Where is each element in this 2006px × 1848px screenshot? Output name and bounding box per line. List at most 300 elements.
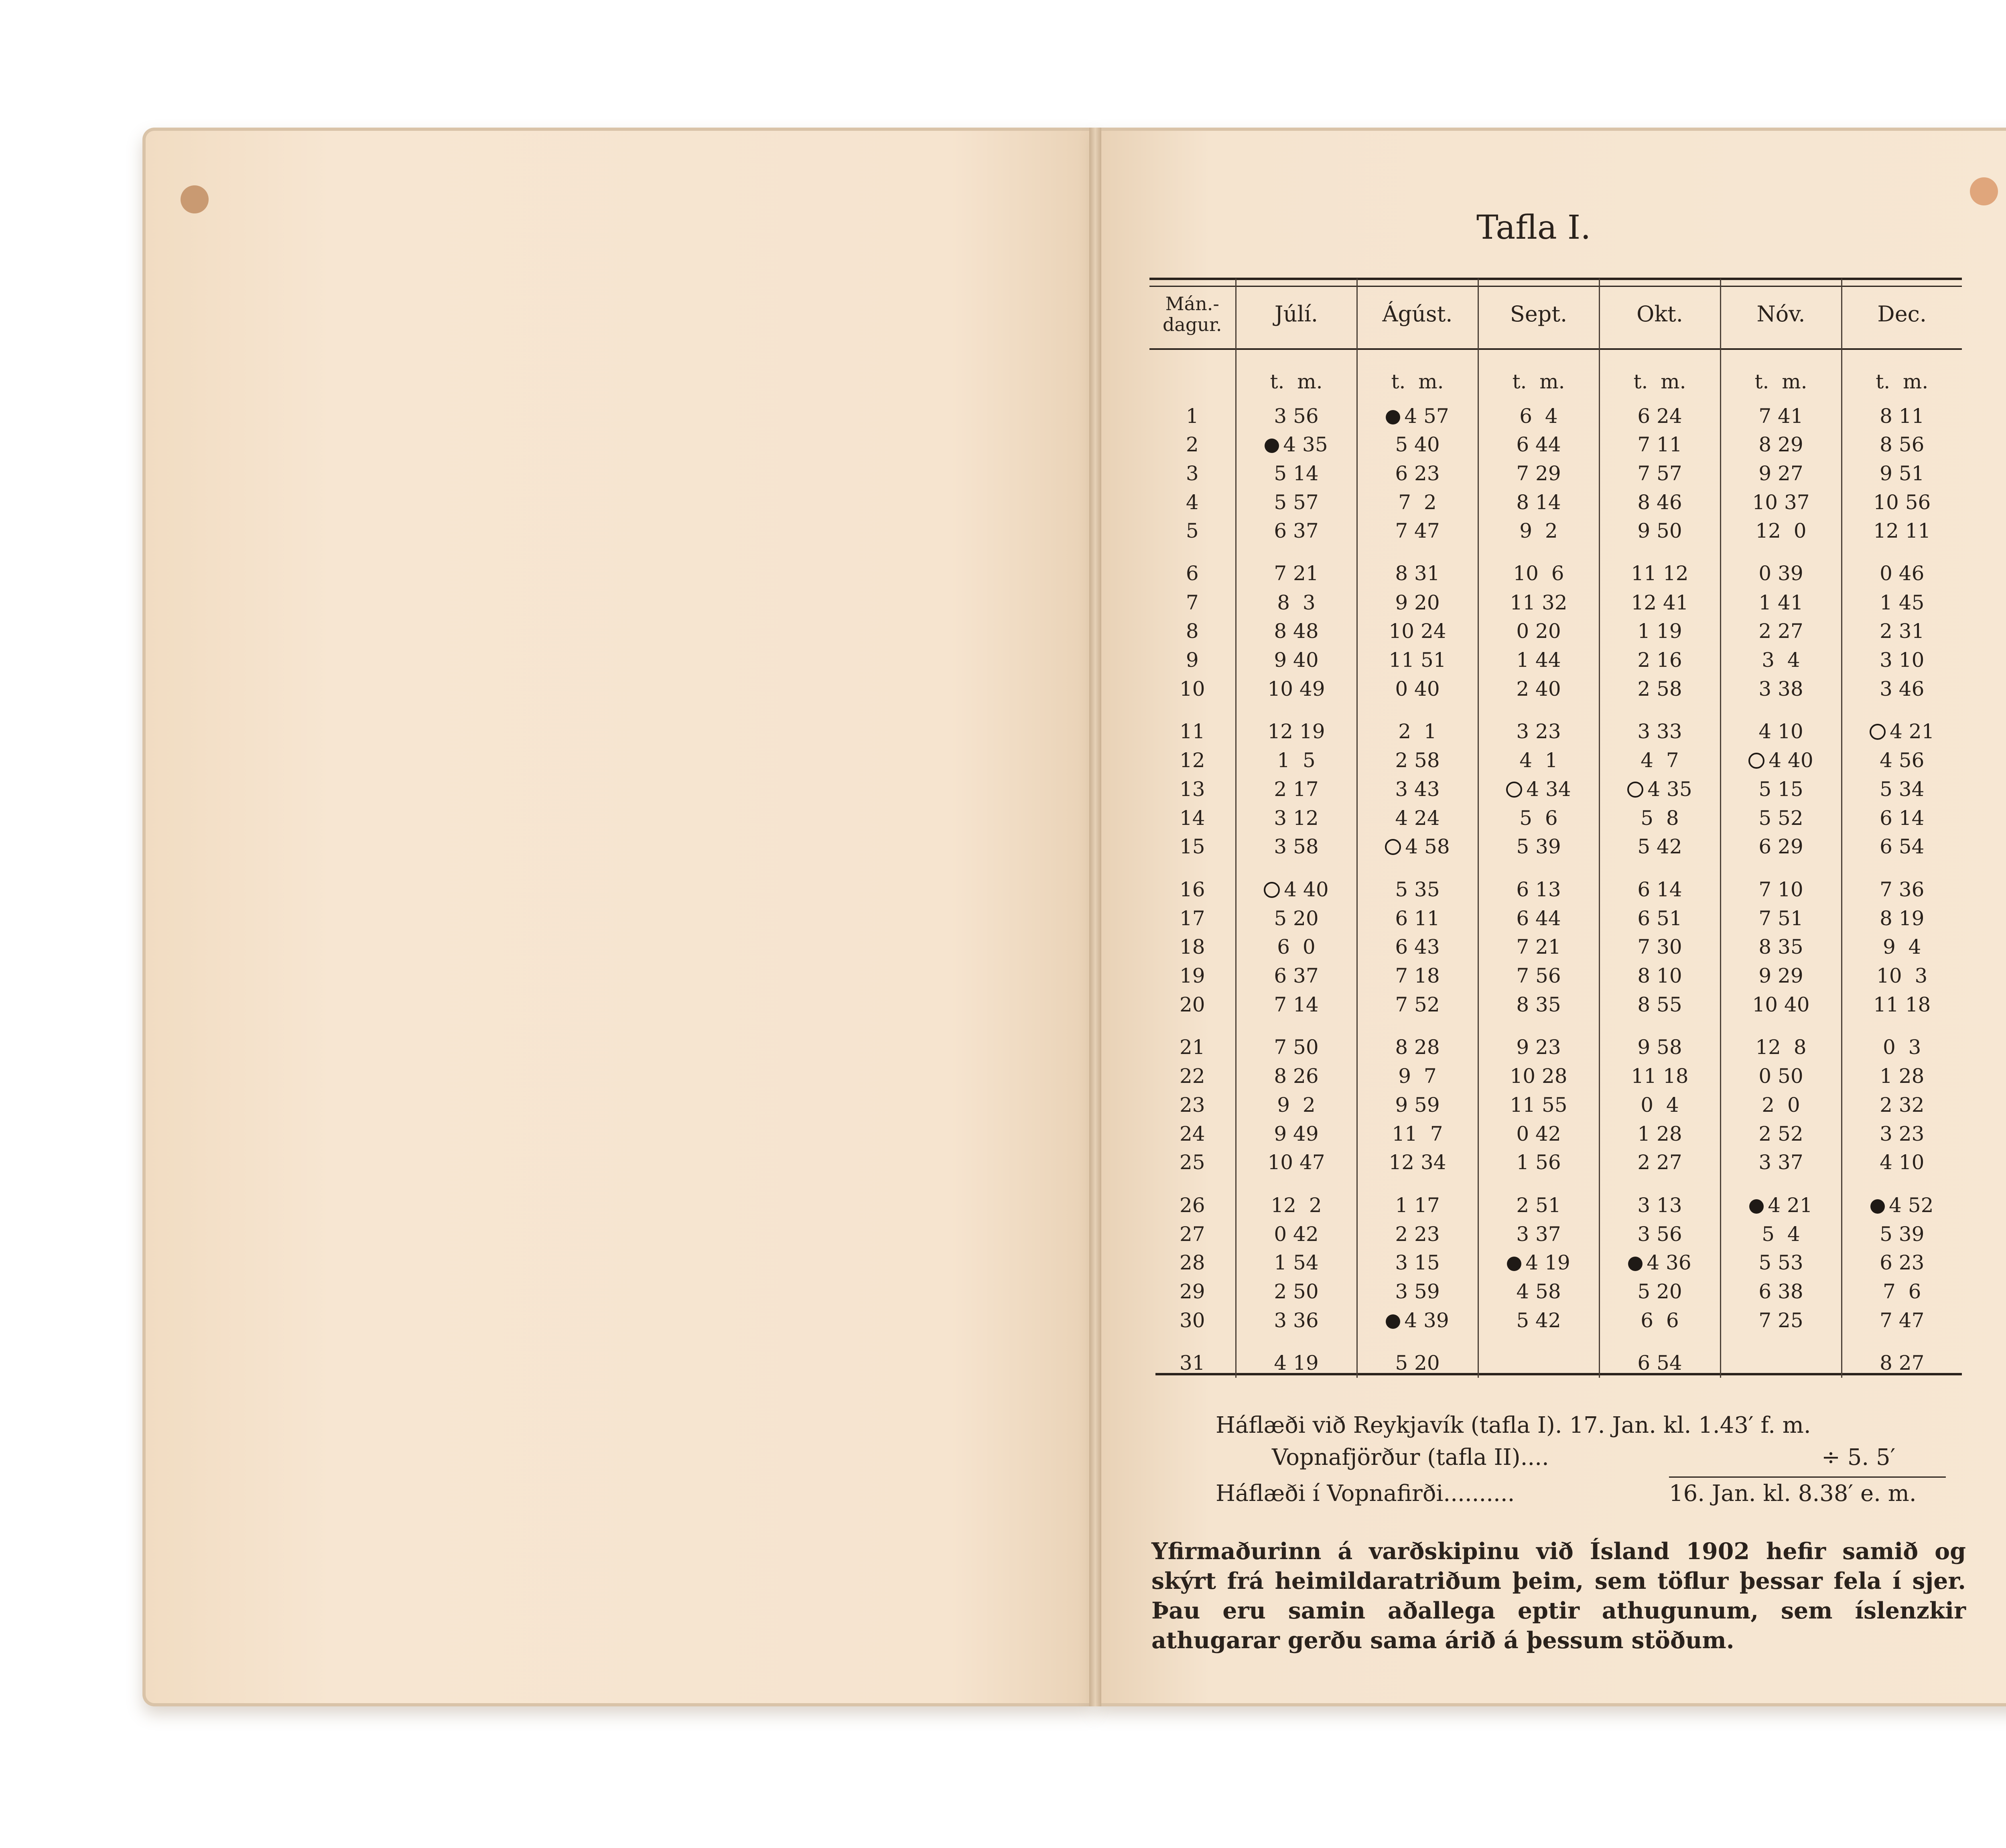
tide-time-value: 4 40 [1284, 877, 1329, 901]
tide-time-value: 1 56 [1516, 1151, 1561, 1174]
tide-time-cell [1842, 703, 1962, 746]
tide-time-value: 2 17 [1274, 777, 1319, 801]
tide-time-cell [1720, 1019, 1842, 1062]
day-number: 25 [1179, 1151, 1205, 1174]
tide-time-cell [1236, 1335, 1357, 1378]
tide-time-cell [1720, 775, 1842, 804]
table-row [1149, 1306, 1962, 1335]
tide-time-value: 0 42 [1516, 1122, 1561, 1145]
tide-time-cell [1357, 1177, 1478, 1220]
filled-circle-icon [1265, 439, 1279, 453]
tide-time-value: 2 32 [1880, 1093, 1925, 1117]
tide-time-cell [1720, 459, 1842, 488]
open-circle-icon [1385, 839, 1401, 855]
tide-time-cell [1599, 990, 1720, 1019]
day-number: 1 [1186, 404, 1199, 428]
tide-time-cell [1357, 545, 1478, 588]
table-row [1149, 1019, 1962, 1062]
tide-time-value: 3 33 [1637, 719, 1682, 743]
tide-time-cell [1357, 832, 1478, 861]
tide-time-cell [1720, 488, 1842, 517]
tide-time-cell [1357, 430, 1478, 459]
tide-time-cell [1720, 933, 1842, 962]
tide-time-value: 5 4 [1762, 1222, 1800, 1246]
tide-time-value: 9 58 [1637, 1036, 1682, 1059]
tide-time-cell [1236, 1062, 1357, 1091]
tide-time-cell [1599, 861, 1720, 904]
tide-time-value: 5 34 [1880, 777, 1925, 801]
tide-time-cell [1236, 459, 1357, 488]
units-spacer [1149, 349, 1236, 402]
tide-time-value: 3 13 [1637, 1193, 1682, 1217]
tide-time-value: 7 50 [1274, 1036, 1319, 1059]
tide-time-value: 3 10 [1880, 648, 1925, 672]
tide-time-value: 5 42 [1637, 835, 1682, 859]
tide-time-value: 7 14 [1274, 993, 1319, 1016]
tide-time-cell [1599, 646, 1720, 674]
tide-time-cell [1720, 402, 1842, 431]
open-circle-icon [1627, 782, 1643, 798]
tide-time-value: 5 40 [1395, 433, 1440, 457]
tide-time-cell [1720, 832, 1842, 861]
tide-time-cell [1842, 459, 1962, 488]
day-number: 27 [1179, 1222, 1205, 1246]
tide-time-value: 7 18 [1395, 964, 1440, 988]
tide-time-cell [1357, 990, 1478, 1019]
tide-time-value: 4 39 [1404, 1308, 1449, 1332]
month-header: Dec. [1842, 278, 1962, 349]
tide-time-cell [1599, 1148, 1720, 1177]
tide-time-cell [1842, 1091, 1962, 1119]
table-row [1149, 430, 1962, 459]
tide-time-value: 4 10 [1880, 1151, 1925, 1174]
tide-time-value: 9 51 [1880, 461, 1925, 485]
tide-time-cell [1357, 904, 1478, 933]
tide-time-cell [1720, 1277, 1842, 1306]
tide-time-value: 10 3 [1876, 964, 1928, 988]
tide-time-value: 4 35 [1647, 777, 1692, 801]
month-header: Okt. [1599, 278, 1720, 349]
month-header: Júlí. [1236, 278, 1357, 349]
unit-label: t. m. [1357, 349, 1478, 402]
tide-time-cell [1478, 588, 1599, 617]
tide-time-cell [1720, 646, 1842, 674]
tide-time-cell [1599, 832, 1720, 861]
tide-time-value: 2 40 [1516, 677, 1561, 701]
tide-time-value: 4 19 [1525, 1251, 1570, 1275]
open-circle-icon [1264, 882, 1280, 898]
units-row [1149, 349, 1962, 402]
day-number: 28 [1179, 1251, 1205, 1275]
tide-time-cell [1357, 1277, 1478, 1306]
unit-label: t. m. [1478, 349, 1599, 402]
tide-time-value: 8 3 [1277, 591, 1316, 614]
tide-time-value: 4 7 [1641, 749, 1679, 772]
tide-time-cell [1357, 1119, 1478, 1148]
tide-time-cell [1236, 1177, 1357, 1220]
tide-time-cell [1236, 488, 1357, 517]
tide-time-value: 6 54 [1880, 835, 1925, 859]
tide-time-cell [1236, 1277, 1357, 1306]
table-row [1149, 646, 1962, 674]
table-row [1149, 1220, 1962, 1249]
tide-time-value: 4 58 [1516, 1280, 1561, 1304]
tide-time-cell [1236, 1119, 1357, 1148]
tide-time-value: 6 37 [1274, 964, 1319, 988]
tide-time-cell [1357, 1306, 1478, 1335]
tide-time-value: 7 10 [1758, 877, 1803, 901]
tide-time-cell [1599, 516, 1720, 545]
tide-time-value: 7 21 [1516, 935, 1561, 959]
tide-time-value: 12 0 [1755, 519, 1807, 543]
unit-label: t. m. [1720, 349, 1842, 402]
table-row [1149, 861, 1962, 904]
day-number: 2 [1186, 433, 1199, 457]
tide-time-value: 4 36 [1647, 1251, 1691, 1275]
tide-time-cell [1357, 1019, 1478, 1062]
tide-time-value: 7 47 [1395, 519, 1440, 543]
tide-time-value: 3 46 [1880, 677, 1925, 701]
tide-time-cell [1236, 861, 1357, 904]
tide-time-value: 8 55 [1637, 993, 1682, 1016]
table-header-row [1149, 278, 1962, 349]
tide-time-cell [1236, 933, 1357, 962]
tide-time-value: 3 59 [1395, 1280, 1440, 1304]
tide-time-value: 0 50 [1758, 1064, 1803, 1088]
tide-time-cell [1842, 488, 1962, 517]
tide-time-value: 9 2 [1277, 1093, 1316, 1117]
tide-time-cell [1478, 545, 1599, 588]
tide-time-value: 4 56 [1880, 749, 1925, 772]
tide-time-cell [1599, 1306, 1720, 1335]
tide-time-cell [1720, 1062, 1842, 1091]
tide-time-cell [1599, 933, 1720, 962]
tide-time-value: 6 0 [1277, 935, 1316, 959]
tide-time-cell [1599, 1062, 1720, 1091]
tide-time-cell [1236, 430, 1357, 459]
tide-time-cell [1720, 746, 1842, 775]
tide-time-value: 9 29 [1758, 964, 1803, 988]
tide-time-cell [1357, 1220, 1478, 1249]
tide-time-value: 7 56 [1516, 964, 1561, 988]
tide-time-cell [1720, 430, 1842, 459]
tide-time-value: 8 19 [1880, 906, 1925, 930]
day-number: 21 [1179, 1036, 1205, 1059]
day-number: 6 [1186, 562, 1199, 585]
tide-time-cell [1478, 459, 1599, 488]
tide-time-value: 5 8 [1641, 806, 1679, 830]
tide-time-cell [1236, 1091, 1357, 1119]
tide-time-value: 8 26 [1274, 1064, 1319, 1088]
tide-time-cell [1720, 804, 1842, 833]
tide-time-value: 4 24 [1395, 806, 1440, 830]
tide-time-value: 9 2 [1519, 519, 1558, 543]
day-number: 26 [1179, 1193, 1205, 1217]
tide-time-cell [1599, 703, 1720, 746]
tide-time-cell [1720, 961, 1842, 990]
tide-time-value: 9 40 [1274, 648, 1319, 672]
tide-time-cell [1357, 961, 1478, 990]
tide-time-cell [1842, 904, 1962, 933]
tide-time-cell [1599, 545, 1720, 588]
tide-time-cell [1599, 804, 1720, 833]
tide-time-cell [1478, 674, 1599, 703]
tide-time-value: 9 4 [1883, 935, 1921, 959]
table-row [1149, 1277, 1962, 1306]
tide-time-cell [1478, 516, 1599, 545]
tide-time-value: 8 11 [1880, 404, 1925, 428]
month-header: Sept. [1478, 278, 1599, 349]
note-line-2-label: Vopnafjörður (tafla II).... [1272, 1444, 1549, 1470]
tide-time-value: 0 40 [1395, 677, 1440, 701]
tide-time-cell [1357, 933, 1478, 962]
tide-time-value: 0 3 [1883, 1036, 1921, 1059]
tide-time-value: 11 12 [1631, 562, 1689, 585]
tide-time-value: 7 25 [1758, 1308, 1803, 1332]
tide-time-cell [1236, 832, 1357, 861]
tide-time-cell [1478, 804, 1599, 833]
day-number: 16 [1179, 877, 1205, 901]
tide-time-value: 10 6 [1513, 562, 1564, 585]
tide-time-value: 11 18 [1873, 993, 1931, 1016]
day-number: 15 [1179, 835, 1205, 859]
tide-time-cell [1478, 832, 1599, 861]
tide-time-cell [1842, 775, 1962, 804]
tide-time-cell [1478, 1019, 1599, 1062]
tide-time-cell [1599, 775, 1720, 804]
tide-time-cell [1599, 488, 1720, 517]
filled-circle-icon [1386, 1314, 1400, 1329]
tide-time-value: 5 57 [1274, 490, 1319, 514]
tide-time-cell [1236, 703, 1357, 746]
tide-time-value: 7 11 [1637, 433, 1682, 457]
tide-time-value: 7 36 [1880, 877, 1925, 901]
day-number: 20 [1179, 993, 1205, 1016]
tide-time-value: 6 23 [1880, 1251, 1925, 1275]
tide-time-value: 7 2 [1398, 490, 1437, 514]
tide-time-cell [1842, 1335, 1962, 1378]
page-title: Tafla I. [1476, 209, 1591, 247]
tide-time-cell [1842, 933, 1962, 962]
tide-time-cell [1236, 1220, 1357, 1249]
tide-time-value: 3 23 [1880, 1122, 1925, 1145]
tide-time-cell [1357, 488, 1478, 517]
tide-time-value: 7 21 [1274, 562, 1319, 585]
tide-time-cell [1599, 746, 1720, 775]
tide-time-value: 12 34 [1389, 1151, 1446, 1174]
tide-time-cell [1842, 861, 1962, 904]
unit-label: t. m. [1842, 349, 1962, 402]
tide-time-cell [1478, 904, 1599, 933]
tide-time-value: 8 35 [1516, 993, 1561, 1016]
tide-time-cell [1357, 804, 1478, 833]
tide-time-value: 4 21 [1890, 719, 1935, 743]
table-row [1149, 933, 1962, 962]
tide-time-cell [1478, 775, 1599, 804]
tide-time-value: 6 38 [1758, 1280, 1803, 1304]
tide-time-value: 5 6 [1519, 806, 1558, 830]
tide-time-value: 9 23 [1516, 1036, 1561, 1059]
tide-time-cell [1599, 961, 1720, 990]
table-row [1149, 1335, 1962, 1378]
tide-time-cell [1236, 617, 1357, 646]
tide-time-value: 11 18 [1631, 1064, 1689, 1088]
note-line-3-label: Háflæði í Vopnafirði.......... [1216, 1480, 1515, 1507]
day-number: 11 [1179, 719, 1205, 743]
tide-time-value: 1 45 [1880, 591, 1925, 614]
tide-time-value: 8 31 [1395, 562, 1440, 585]
tide-time-value: 3 38 [1758, 677, 1803, 701]
tide-time-value: 3 43 [1395, 777, 1440, 801]
tide-time-value: 1 5 [1277, 749, 1316, 772]
tide-time-value: 2 50 [1274, 1280, 1319, 1304]
day-number: 31 [1179, 1351, 1205, 1375]
tide-time-cell [1599, 904, 1720, 933]
tide-time-value: 2 1 [1398, 719, 1437, 743]
day-number: 7 [1186, 591, 1199, 614]
day-number: 24 [1179, 1122, 1205, 1145]
tide-time-value: 5 20 [1395, 1351, 1440, 1375]
tide-time-value: 9 50 [1637, 519, 1682, 543]
tide-time-cell [1842, 646, 1962, 674]
tide-time-value: 11 7 [1392, 1122, 1443, 1145]
tide-time-cell [1357, 1249, 1478, 1277]
tide-time-value: 10 56 [1873, 490, 1931, 514]
tide-time-value: 9 7 [1398, 1064, 1437, 1088]
day-number: 18 [1179, 935, 1205, 959]
tide-time-value: 6 43 [1395, 935, 1440, 959]
tide-time-cell [1478, 430, 1599, 459]
tide-time-cell [1478, 1062, 1599, 1091]
tide-time-value: 5 20 [1637, 1280, 1682, 1304]
tide-time-cell [1842, 430, 1962, 459]
tide-time-cell [1236, 646, 1357, 674]
table-row [1149, 1249, 1962, 1277]
table-row [1149, 545, 1962, 588]
tide-time-value: 2 27 [1758, 619, 1803, 643]
table-row [1149, 1119, 1962, 1148]
tide-time-value: 4 10 [1758, 719, 1803, 743]
tide-time-value: 2 27 [1637, 1151, 1682, 1174]
tide-time-cell [1842, 990, 1962, 1019]
tide-time-value: 10 49 [1267, 677, 1325, 701]
tide-time-value: 2 0 [1762, 1093, 1800, 1117]
tide-time-value: 7 47 [1880, 1308, 1925, 1332]
filled-circle-icon [1628, 1257, 1643, 1271]
day-number: 22 [1179, 1064, 1205, 1088]
tide-time-value: 0 46 [1880, 562, 1925, 585]
tide-time-value: 10 37 [1752, 490, 1810, 514]
day-number: 12 [1179, 749, 1205, 772]
tide-time-cell [1842, 588, 1962, 617]
note-sum-rule [1669, 1476, 1946, 1478]
day-number: 29 [1179, 1280, 1205, 1304]
tide-time-value: 6 44 [1516, 906, 1561, 930]
tide-time-cell [1357, 588, 1478, 617]
tide-time-cell [1842, 402, 1962, 431]
filled-circle-icon [1507, 1257, 1521, 1271]
tide-time-cell [1236, 746, 1357, 775]
table-row [1149, 488, 1962, 517]
tide-time-cell [1842, 1249, 1962, 1277]
tide-time-value: 6 4 [1519, 404, 1558, 428]
tide-time-value: 9 59 [1395, 1093, 1440, 1117]
tide-time-cell [1720, 990, 1842, 1019]
tide-time-cell [1720, 1177, 1842, 1220]
tide-time-value: 0 39 [1758, 562, 1803, 585]
tide-time-cell [1599, 1119, 1720, 1148]
tide-time-cell [1357, 746, 1478, 775]
day-number: 3 [1186, 461, 1199, 485]
tide-time-cell [1236, 1019, 1357, 1062]
tide-time-cell [1478, 1249, 1599, 1277]
tide-time-value: 3 56 [1274, 404, 1319, 428]
tide-time-cell [1478, 1148, 1599, 1177]
tide-time-value: 0 20 [1516, 619, 1561, 643]
table-row [1149, 588, 1962, 617]
tide-time-value: 6 14 [1637, 877, 1682, 901]
tide-time-value: 6 23 [1395, 461, 1440, 485]
tide-time-cell [1478, 1177, 1599, 1220]
day-number: 5 [1186, 519, 1199, 543]
punch-hole-right [1970, 177, 1998, 205]
tide-time-value: 2 23 [1395, 1222, 1440, 1246]
tide-time-cell [1478, 1220, 1599, 1249]
day-number: 17 [1179, 906, 1205, 930]
tide-time-cell [1720, 904, 1842, 933]
tide-time-value: 3 4 [1762, 648, 1800, 672]
tide-time-value: 5 35 [1395, 877, 1440, 901]
tide-time-cell [1357, 674, 1478, 703]
tide-time-cell [1599, 402, 1720, 431]
footer-paragraph: Yfirmaðurinn á varðskipinu við Ísland 1902 hefir samið og skýrt frá heimildaratriðum þeim, sem töflur þessar fela í sjer. Þau eru samin aðallega eptir athugunum, sem íslenzkir athugarar gerðu sama árið á þessum stöðum. [1151, 1538, 1966, 1654]
tide-time-cell [1478, 961, 1599, 990]
table-row [1149, 1177, 1962, 1220]
tide-time-cell [1236, 516, 1357, 545]
tide-time-value: 5 20 [1274, 906, 1319, 930]
tide-time-cell [1357, 617, 1478, 646]
tide-time-value: 9 49 [1274, 1122, 1319, 1145]
tide-time-value: 6 13 [1516, 877, 1561, 901]
tide-time-value: 1 17 [1395, 1193, 1440, 1217]
day-number: 4 [1186, 490, 1199, 514]
tide-time-cell [1478, 1335, 1599, 1378]
tide-time-value: 7 57 [1637, 461, 1682, 485]
tide-time-value: 3 58 [1274, 835, 1319, 859]
tide-time-value: 4 57 [1404, 404, 1449, 428]
unit-label: t. m. [1599, 349, 1720, 402]
note-line-3-value: 16. Jan. kl. 8.38′ e. m. [1669, 1480, 1917, 1507]
tide-time-cell [1478, 402, 1599, 431]
month-header: Ágúst. [1357, 278, 1478, 349]
day-column-header: Mán.-dagur. [1162, 292, 1222, 335]
tide-time-cell [1357, 703, 1478, 746]
tide-time-value: 6 37 [1274, 519, 1319, 543]
tide-time-cell [1478, 1091, 1599, 1119]
tide-time-value: 6 14 [1880, 806, 1925, 830]
tide-time-value: 1 44 [1516, 648, 1561, 672]
tide-time-value: 4 1 [1519, 749, 1558, 772]
tide-time-value: 12 2 [1271, 1193, 1322, 1217]
tide-time-cell [1599, 430, 1720, 459]
tide-time-value: 5 39 [1880, 1222, 1925, 1246]
tide-time-value: 5 39 [1516, 835, 1561, 859]
tide-time-cell [1720, 516, 1842, 545]
tide-time-cell [1842, 617, 1962, 646]
tide-time-cell [1357, 402, 1478, 431]
tide-time-value: 3 36 [1274, 1308, 1319, 1332]
tide-time-cell [1720, 545, 1842, 588]
